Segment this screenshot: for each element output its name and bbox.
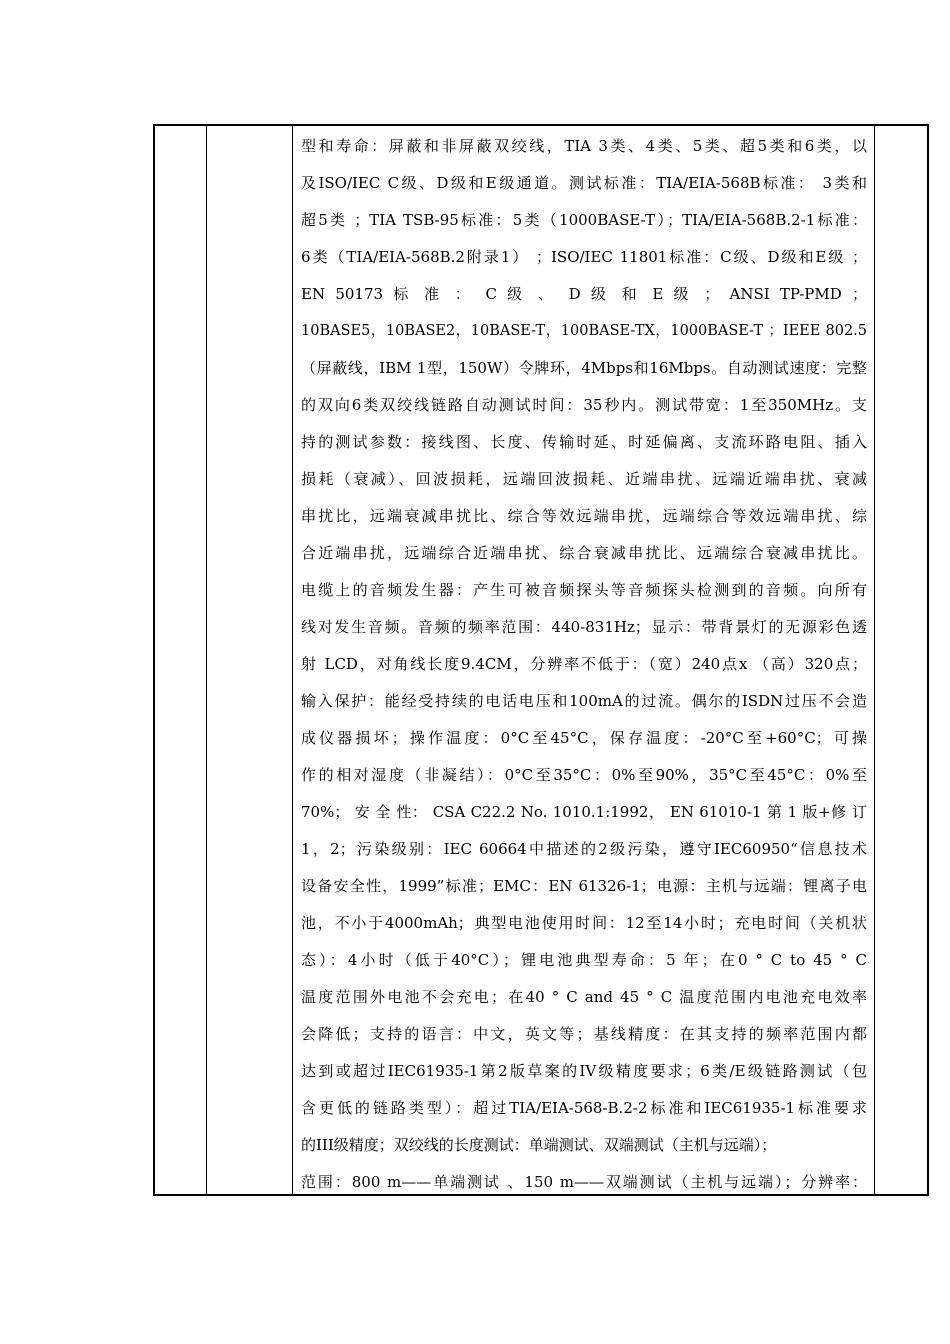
- spec-line: 设备安全性，1999”标准；EMC：EN 61326-1；电源：主机与远端：锂离子电: [301, 877, 867, 895]
- spec-table: [153, 124, 929, 1196]
- spec-line: 1，2；污染级别：IEC 60664中描述的2级污染，遵守IEC60950“信息技术: [301, 840, 867, 858]
- spec-line: 线对发生音频。音频的频率范围：440-831Hz；显示：带背景灯的无源彩色透: [301, 618, 867, 636]
- spec-description-cell: [301, 128, 867, 1201]
- spec-line: 温度范围外电池不会充电；在40 ° C and 45 ° C 温度范围内电池充电效率: [301, 988, 867, 1006]
- spec-line: 持的测试参数：接线图、长度、传输时延、时延偏离、支流环路电阻、插入: [301, 433, 867, 451]
- spec-line: 输入保护：能经受持续的电话电压和100mA的过流。偶尔的ISDN过压不会造: [301, 692, 867, 710]
- spec-line: 的双向6类双绞线链路自动测试时间：35秒内。测试带宽：1至350MHz。支: [301, 396, 867, 414]
- remarks-cell: [875, 126, 929, 1194]
- spec-line: 10BASE5，10BASE2，10BASE-T，100BASE-TX，1000BASE-T ；IEEE 802.5: [301, 323, 867, 339]
- spec-line: 池，不小于4000mAh；典型电池使用时间：12至14小时；充电时间（关机状: [301, 914, 867, 932]
- spec-line: 含更低的链路类型）：超过TIA/EIA-568-B.2-2标准和IEC61935-1标准要求: [301, 1099, 867, 1117]
- spec-line: EN 50173 标 准 ： C 级 、 D 级 和 E 级 ； ANSI TP-PMD ；: [301, 285, 867, 303]
- spec-line: 型和寿命：屏蔽和非屏蔽双绞线，TIA 3类、4类、5类、超5类和6类，以: [301, 137, 867, 155]
- spec-line: 超5类 ；TIA TSB-95标准：5类（1000BASE-T）；TIA/EIA-568B.2-1标准：: [301, 211, 867, 229]
- spec-line: 会降低；支持的语言：中文，英文等；基线精度：在其支持的频率范围内都: [301, 1025, 867, 1043]
- spec-line: 射 LCD，对角线长度9.4CM，分辨率不低于：（宽）240点x （高）320点；: [301, 655, 867, 673]
- spec-line: 6类（TIA/EIA-568B.2附录1） ；ISO/IEC 11801标准：C级、D级和E级 ；: [301, 248, 867, 266]
- spec-line: 成仪器损坏；操作温度：0°C至45°C，保存温度：-20°C至+60°C；可操: [301, 729, 867, 747]
- spec-line: 串扰比，远端衰减串扰比、综合等效远端串扰，远端综合等效远端串扰、综: [301, 507, 867, 525]
- spec-line: 合近端串扰，远端综合近端串扰、综合衰减串扰比、远端综合衰减串扰比。: [301, 544, 867, 562]
- spec-line: 电缆上的音频发生器：产生可被音频探头等音频探头检测到的音频。向所有: [301, 581, 867, 599]
- column-divider: [292, 126, 293, 1194]
- index-cell: [155, 126, 206, 1194]
- spec-line: 及ISO/IEC C级、D级和E级通道。测试标准：TIA/EIA-568B标准： 3类和: [301, 174, 867, 192]
- spec-line: 达到或超过IEC61935-1第2版草案的IV级精度要求；6类/E级链路测试（包: [301, 1062, 867, 1080]
- spec-line: 70%； 安 全 性： CSA C22.2 No. 1010.1:1992， EN 61010-1 第 1 版+修 订: [301, 803, 867, 821]
- spec-line: （屏蔽线，IBM 1型，150W）令牌环，4Mbps和16Mbps。自动测试速度：完整: [301, 359, 867, 377]
- spec-line: 损耗（衰减）、回波损耗，远端回波损耗、近端串扰、远端近端串扰、衰减: [301, 470, 867, 488]
- spec-line: 作的相对湿度（非凝结）：0°C至35°C：0%至90%，35°C至45°C：0%至: [301, 766, 867, 784]
- spec-line: 的III级精度；双绞线的长度测试：单端测试、双端测试（主机与远端）；: [301, 1136, 777, 1154]
- item-name-cell: [207, 126, 292, 1194]
- spec-line: 范围：800 m——单端测试 、150 m——双端测试（主机与远端）；分辨率：: [301, 1173, 867, 1191]
- spec-line: 态）：4小时（低于40°C）；锂电池典型寿命：5 年；在0 ° C to 45 ° C: [301, 951, 867, 969]
